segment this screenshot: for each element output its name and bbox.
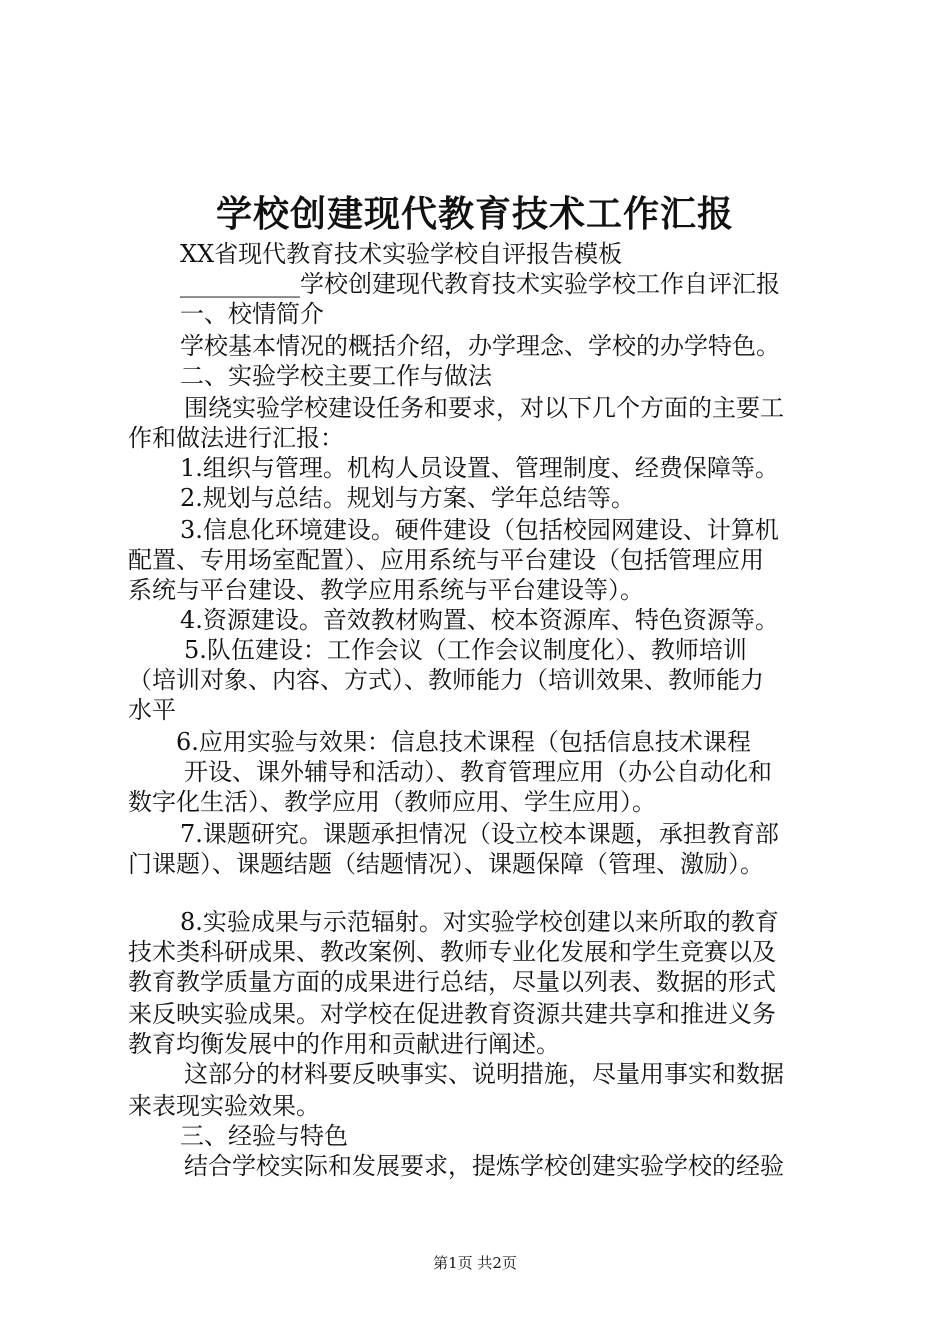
section-heading: 二、实验学校主要工作与做法 [180, 362, 492, 390]
section-heading: 三、经验与特色 [180, 1122, 348, 1150]
list-item: 6.应用实验与效果：信息技术课程（包括信息技术课程 [176, 728, 751, 756]
list-item: 2.规划与总结。规划与方案、学年总结等。 [180, 484, 635, 512]
paragraph-line: 学校基本情况的概括介绍，办学理念、学校的办学特色。 [180, 332, 780, 360]
section-heading: 一、校情简介 [180, 300, 324, 328]
list-item: 5.队伍建设：工作会议（工作会议制度化）、教师培训 [184, 636, 747, 664]
list-item-continuation: （培训对象、内容、方式）、教师能力（培训效果、教师能力 [128, 666, 764, 694]
page-footer: 第1页 共2页 [433, 1254, 517, 1272]
list-item-continuation: 门课题）、课题结题（结题情况）、课题保障（管理、激励）。 [128, 850, 764, 878]
paragraph-line: 结合学校实际和发展要求，提炼学校创建实验学校的经验 [184, 1152, 784, 1180]
document-title: 学校创建现代教育技术工作汇报 [215, 193, 734, 235]
list-item-continuation: 系统与平台建设、教学应用系统与平台建设等）。 [128, 576, 644, 604]
list-item-continuation: 来反映实验成果。对学校在促进教育资源共建共享和推进义务 [128, 1000, 776, 1028]
list-item-continuation: 教育均衡发展中的作用和贡献进行阐述。 [128, 1030, 560, 1058]
list-item-continuation: 配置、专用场室配置）、应用系统与平台建设（包括管理应用 [128, 546, 764, 574]
list-item: 7.课题研究。课题承担情况（设立校本课题，承担教育部 [180, 820, 779, 848]
list-item: 8.实验成果与示范辐射。对实验学校创建以来所取的教育 [180, 908, 779, 936]
paragraph-line: 作和做法进行汇报： [128, 424, 344, 452]
list-item: 1.组织与管理。机构人员设置、管理制度、经费保障等。 [180, 454, 779, 482]
list-item-continuation: 水平 [128, 696, 176, 724]
paragraph-line: __________学校创建现代教育技术实验学校工作自评汇报 [180, 270, 780, 298]
paragraph-line: 围绕实验学校建设任务和要求，对以下几个方面的主要工 [184, 394, 784, 422]
list-item-continuation: 开设、课外辅导和活动）、教育管理应用（办公自动化和 [184, 758, 772, 786]
list-item: 3.信息化环境建设。硬件建设（包括校园网建设、计算机 [180, 516, 779, 544]
list-item-continuation: 技术类科研成果、教改案例、教师专业化发展和学生竞赛以及 [128, 938, 776, 966]
paragraph-line: XX省现代教育技术实验学校自评报告模板 [180, 240, 623, 268]
list-item: 4.资源建设。音效教材购置、校本资源库、特色资源等。 [180, 606, 779, 634]
list-item-continuation: 数字化生活）、教学应用（教师应用、学生应用）。 [128, 788, 656, 816]
paragraph-line: 来表现实验效果。 [128, 1092, 320, 1120]
list-item-continuation: 教育教学质量方面的成果进行总结，尽量以列表、数据的形式 [128, 968, 776, 996]
paragraph-line: 这部分的材料要反映事实、说明措施，尽量用事实和数据 [184, 1060, 784, 1088]
